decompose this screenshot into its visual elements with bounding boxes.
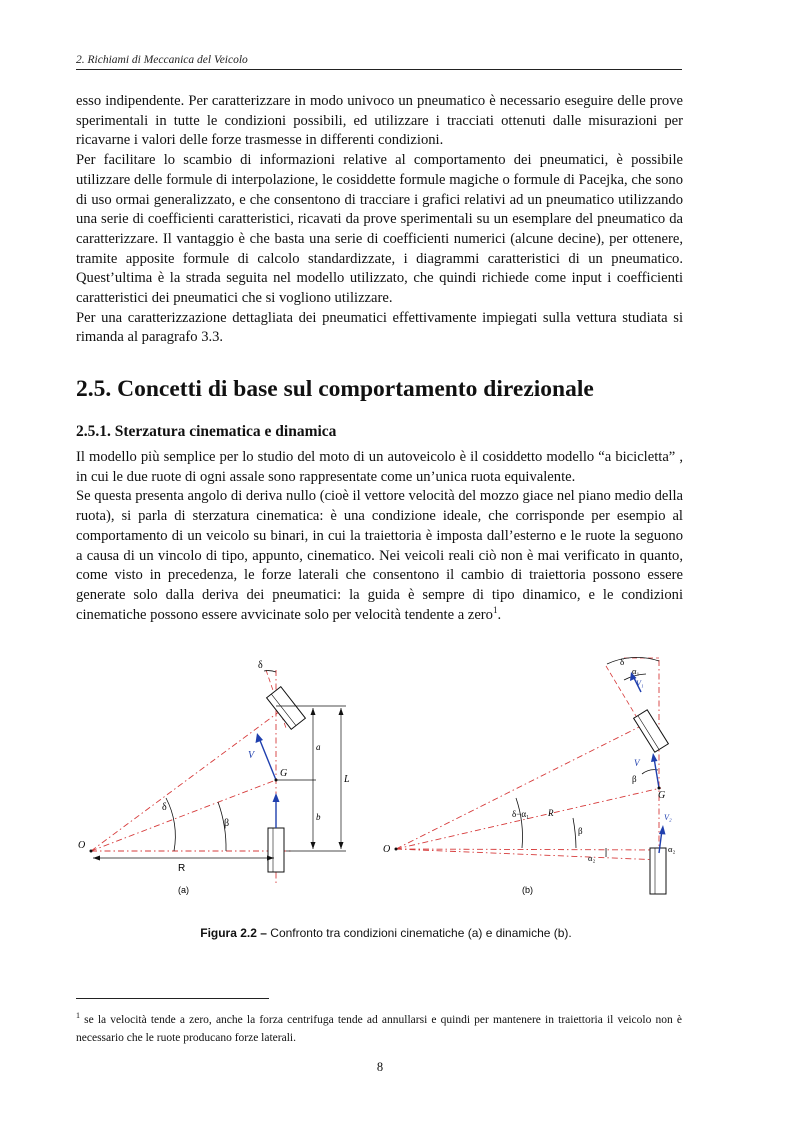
- origin-point: [90, 850, 93, 853]
- V-arrowhead: [651, 753, 658, 762]
- header-rule: [76, 69, 682, 70]
- running-header: 2. Richiami di Meccanica del Veicolo: [76, 54, 248, 66]
- intro-text: [76, 92, 683, 348]
- panel-b: [383, 657, 675, 895]
- front-ray: [396, 721, 651, 849]
- footnote-text: se la velocità tende a zero, anche la forza centrifuga tende ad annullarsi e quindi per mantenere in traiettoria il veicolo non è necessario che le ruote producano forze laterali.: [76, 1014, 682, 1044]
- arrowhead: [311, 708, 316, 715]
- label-V: V: [634, 758, 640, 768]
- label-delta-minus-alpha1: δ−α₁: [512, 809, 530, 819]
- V2-arrowhead: [659, 825, 666, 835]
- rear-velocity-arrowhead: [273, 793, 280, 802]
- velocity-vector: [259, 738, 276, 780]
- label-beta: β: [578, 826, 583, 836]
- velocity-arrowhead: [256, 733, 264, 743]
- label-delta: δ: [620, 657, 625, 667]
- section-title: 2.5. Concetti di base sul comportamento direzionale: [76, 376, 594, 402]
- label-V1: V₁: [636, 679, 644, 688]
- paragraph: Il modello più semplice per lo studio del moto di un autoveicolo è il cosiddetto modello “a bicicletta” , in cui le due ruote di ogni assale sono rappresentate come un’unica ruota equivalente.: [76, 449, 683, 485]
- rear-ray: [396, 849, 661, 860]
- subsection-title: 2.5.1. Sterzatura cinematica e dinamica: [76, 423, 337, 440]
- caption-text: Confronto tra condizioni cinematiche (a) e dinamiche (b).: [266, 926, 572, 940]
- origin-point: [395, 848, 398, 851]
- front-wheel-ray: [91, 703, 291, 851]
- label-beta: β: [224, 818, 230, 829]
- arrowhead: [339, 842, 344, 849]
- label-V: V: [248, 750, 255, 761]
- front-wheel: [267, 687, 306, 730]
- cg-point: [275, 779, 278, 782]
- paragraph-text: Se questa presenta angolo di deriva nullo (cioè il vettore velocità del mozzo giace nel piano medio della ruota), si parla di sterzatura cinematica: è una condizione ideale, che corrisponde per esempio al comportamento di un veicolo su binari, in cui la traiettoria è imposta dall’esterno e le ruote la seguono a causa di un vincolo di tipo, appunto, cinematico. Nei veicoli reali ciò non è mai verificato in quanto, come visto in precedenza, le forze laterali che consentono il cambio di traiettoria possono essere generate solo dalla deriva dei pneumatici: la guida è sempre di tipo dinamico, e le condizioni cinematiche possono essere avvicinate solo per velocità tendente a zero: [76, 488, 683, 623]
- footnote-reference[interactable]: 1: [492, 604, 498, 615]
- figure-caption: [76, 926, 696, 940]
- page-number: 8: [376, 1060, 384, 1074]
- section-text: [76, 448, 683, 625]
- footnote: [76, 1011, 682, 1047]
- paragraph: Per facilitare lo scambio di informazioni relative al comportamento dei pneumatici, è possibile utilizzare delle formule di interpolazione, le cosiddette formule magiche o formule di Pacejka, che sono di uso ormai generalizzato, e che consentono di tracciare i grafici relativi ad un pneumatico utilizzando una serie di coefficienti caratteristici, ricavati da prove sperimentali su un esemplare del pneumatico da caratterizzare. Il vantaggio è che basta una serie di coefficienti numerici (alcune decine), per ottenere, tramite apposite formule di calcolo standardizzate, i diagrammi caratteristici di un pneumatico. Quest’ultima è la strada seguita nel modello utilizzato, che quindi richiede come input i coefficienti caratteristici dei pneumatici che si vogliono utilizzare.: [76, 152, 683, 307]
- paragraph-with-footnote: Se questa presenta angolo di deriva nullo (cioè il vettore velocità del mozzo giace nel piano medio della ruota), si parla di sterzatura cinematica: è una condizione ideale, che corrisponde per esempio al comportamento di un veicolo su binari, in cui la traiettoria è imposta dall’esterno e le ruote la seguono a causa di un vincolo di tipo, appunto, cinematico. Nei veicoli reali ciò non è mai verificato in quanto, come visto in precedenza, le forze laterali che consentono il cambio di traiettoria possono essere generate solo dalla deriva dei pneumatici: la guida è sempre di tipo dinamico, e le condizioni cinematiche possono essere avvicinate solo per velocità tendente a zero$^1$.: [76, 488, 683, 623]
- rear-wheel: [268, 828, 284, 872]
- rear-wheel: [650, 848, 666, 894]
- front-wheel: [634, 710, 669, 752]
- panel-a-label: (a): [178, 885, 189, 895]
- arrowhead: [339, 708, 344, 715]
- label-a: a: [316, 742, 321, 752]
- label-alpha1: α₁: [632, 666, 640, 676]
- label-O: O: [383, 844, 391, 855]
- cg-ray: [91, 780, 276, 851]
- rear-axle-line: [396, 849, 666, 850]
- label-delta-angle: δ: [162, 802, 167, 813]
- arrowhead: [93, 856, 100, 861]
- figure-diagram: [76, 648, 696, 898]
- label-b: b: [316, 812, 321, 822]
- V-vector: [654, 758, 659, 788]
- label-alpha2-right: α₂: [668, 844, 676, 854]
- paragraph: esso indipendente. Per caratterizzare in modo univoco un pneumatico è necessario eseguire delle prove sperimentali in tutte le condizioni possibili, ed utilizzare i tracciati ottenuti dalle misurazioni per ricavarne i valori delle forze trasmesse in differenti condizioni.: [76, 93, 683, 149]
- panel-a: [78, 660, 350, 895]
- label-alpha2-left: α₂: [588, 853, 596, 863]
- delta-arc: [166, 798, 175, 851]
- footnote-rule: [76, 998, 269, 999]
- caption-label: Figura 2.2 –: [200, 926, 267, 940]
- footnote-number: 1: [76, 1011, 80, 1021]
- label-L: L: [344, 774, 350, 785]
- label-beta-top: β: [632, 774, 637, 784]
- label-delta-top: δ: [258, 660, 263, 671]
- panel-b-label: (b): [522, 885, 533, 895]
- label-R: R: [178, 863, 186, 874]
- label-G: G: [658, 790, 666, 801]
- beta-arc: [573, 818, 576, 848]
- figure-2-2: [76, 648, 696, 898]
- steer-arc: [264, 671, 276, 672]
- arrowhead: [311, 842, 316, 849]
- label-O: O: [78, 840, 86, 851]
- delta-alpha1-arc: [516, 798, 523, 848]
- paragraph: Per una caratterizzazione dettagliata dei pneumatici effettivamente impiegati sulla vettura studiata si rimanda al paragrafo 3.3.: [76, 309, 683, 346]
- label-V2: V₂: [664, 813, 672, 822]
- label-G: G: [280, 768, 288, 779]
- label-R: R: [548, 808, 554, 818]
